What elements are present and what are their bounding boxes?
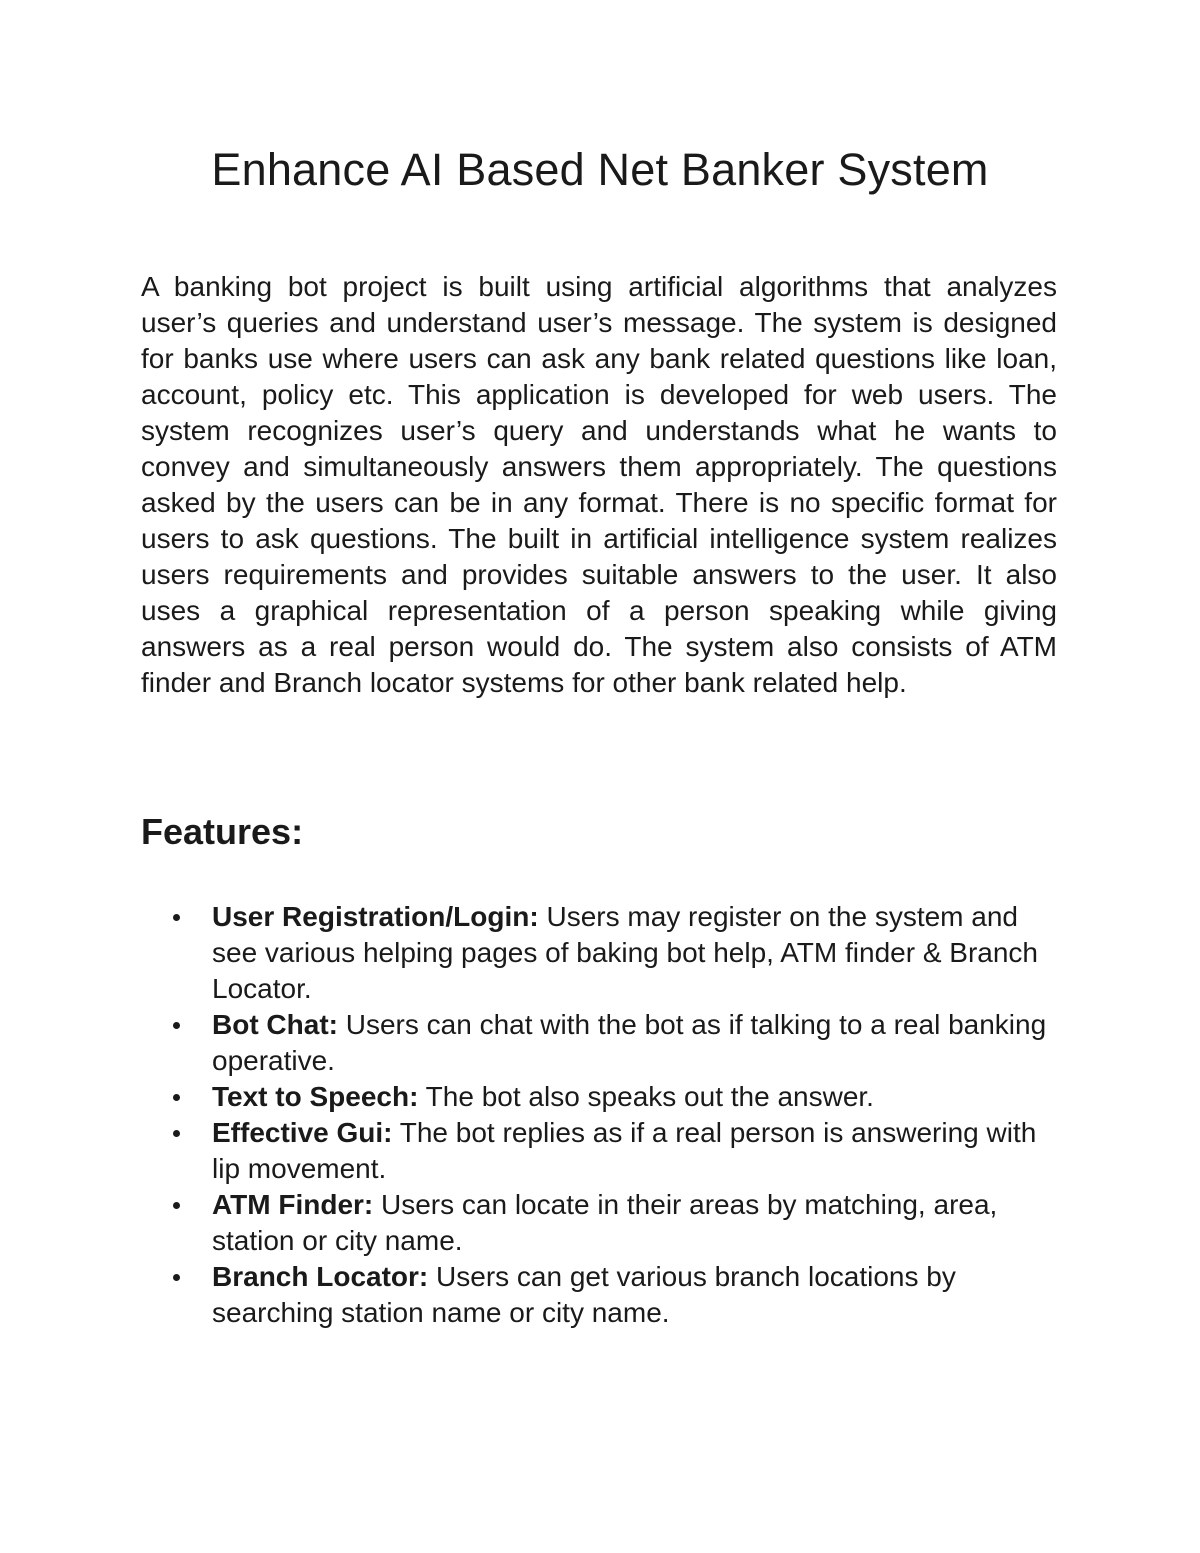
feature-item-effective-gui — [141, 1115, 1057, 1187]
bullet-icon — [173, 914, 180, 921]
feature-list — [141, 899, 1057, 1331]
bullet-icon — [173, 1202, 180, 1209]
feature-name: Effective Gui: — [212, 1117, 393, 1148]
bullet-icon — [173, 1274, 180, 1281]
feature-name: ATM Finder: — [212, 1189, 374, 1220]
document-title: Enhance AI Based Net Banker System — [211, 144, 989, 195]
feature-name: Bot Chat: — [212, 1009, 338, 1040]
bullet-icon — [173, 1094, 180, 1101]
feature-name: User Registration/Login: — [212, 901, 539, 932]
feature-item-text-to-speech — [141, 1079, 1057, 1115]
bullet-icon — [173, 1022, 180, 1029]
feature-description: Users can chat with the bot as if talking to a real banking operative. — [212, 1009, 1047, 1076]
feature-item-atm-finder — [141, 1187, 1057, 1259]
feature-description: The bot replies as if a real person is answering with lip movement. — [212, 1117, 1037, 1184]
features-heading: Features: — [141, 811, 304, 852]
bullet-icon — [173, 1130, 180, 1137]
feature-description: The bot also speaks out the answer. — [418, 1081, 874, 1112]
feature-description: Users can get various branch locations by searching station name or city name. — [212, 1261, 956, 1328]
feature-item-branch-locator — [141, 1259, 1057, 1331]
feature-name: Branch Locator: — [212, 1261, 429, 1292]
feature-description: Users may register on the system and see various helping pages of baking bot help, ATM finder & Branch Locator. — [212, 901, 1038, 1004]
feature-item-bot-chat — [141, 1007, 1057, 1079]
feature-name: Text to Speech: — [212, 1081, 419, 1112]
feature-description: Users can locate in their areas by matching, area, station or city name. — [212, 1189, 998, 1256]
intro-paragraph: A banking bot project is built using artificial algorithms that analyzes user’s queries and understand user’s message. The system is designed for banks use where users can ask any bank related questions like loan, account, policy etc. This application is developed for web users. The system recognizes user’s query and understands what he wants to convey and simultaneously answers them appropriately. The questions asked by the users can be in any format. There is no specific format for users to ask questions. The built in artificial intelligence system realizes users requirements and provides suitable answers to the user. It also uses a graphical representation of a person speaking while giving answers as a real person would do. The system also consists of ATM finder and Branch locator systems for other bank related help. — [141, 271, 1057, 698]
feature-item-user-registration — [141, 899, 1057, 1007]
